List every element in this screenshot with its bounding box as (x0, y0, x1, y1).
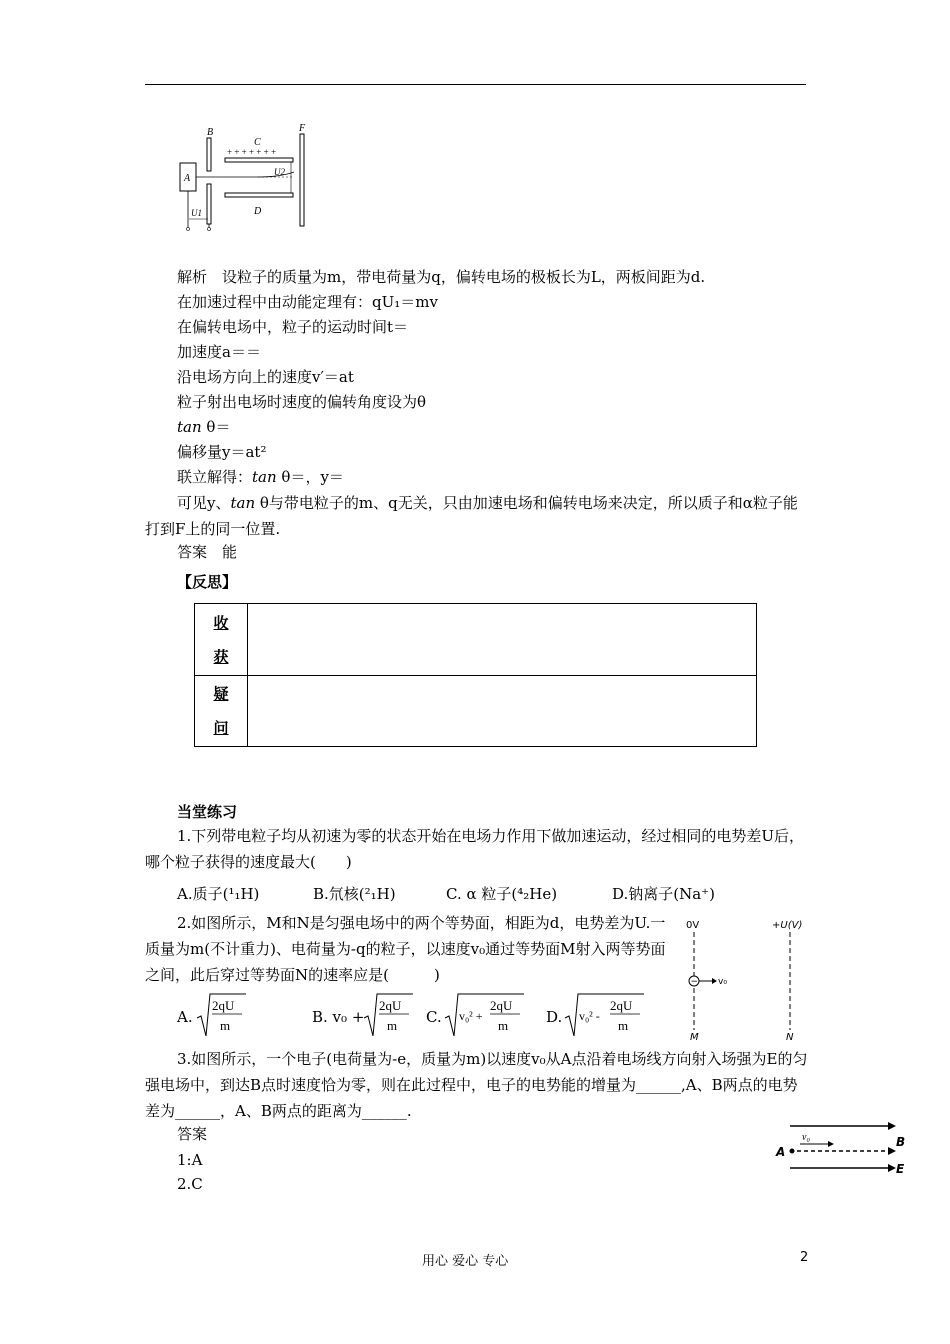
analysis-line-7-rest: θ＝ (201, 418, 231, 436)
uniform-field-figure (770, 1118, 910, 1178)
frac-den: m (387, 1018, 398, 1033)
label-e: E (896, 1162, 905, 1176)
label-v0: v₀ (718, 977, 727, 987)
page-number: 2 (800, 1250, 809, 1265)
q1-option-c: C. α 粒子(⁴₂He) (446, 885, 558, 903)
reflection-question-cell[interactable] (248, 676, 757, 747)
plate-d (225, 193, 293, 197)
q2-option-a-label: A. (177, 1008, 193, 1026)
question-3: 3.如图所示，一个电子(电荷量为-e，质量为m)以速度v₀从A点沿着电场线方向射入场强为E的匀强电场中，到达B点时速度恰为零，则在此过程中，电子的电势能的增量为______,A、B两点的电势差为______，A、B两点的距离为______. (145, 1050, 808, 1120)
v0-squared: v₀² + (459, 1009, 483, 1023)
reflection-char: 收 (213, 613, 229, 632)
analysis-conclusion (145, 490, 810, 542)
practice-answer-2: 2.C (177, 1175, 203, 1193)
label-v0: v₀ (802, 1132, 810, 1143)
q2-option-b-sqrt (363, 992, 413, 1038)
tan-symbol: tan (230, 494, 256, 512)
reflection-gain-cell[interactable] (248, 604, 757, 676)
frac-num: 2qU (379, 998, 402, 1013)
q2-option-d-sqrt (564, 992, 644, 1038)
practice-answer-1: 1:A (177, 1151, 203, 1169)
label-uv: +U(V) (772, 920, 803, 931)
analysis-line-10-rest: θ与带电粒子的m、q无关，只由加速电场和偏转电场来决定，所以质子和α粒子能打到F上的同一位置. (145, 494, 798, 538)
label-a: A (184, 173, 191, 184)
analysis-answer: 答案 能 (177, 543, 238, 561)
label-b: B (896, 1135, 906, 1149)
q1-option-b: B.氘核(²₁H) (313, 885, 396, 903)
q1-option-d: D.钠离子(Na⁺) (612, 885, 715, 903)
v0-squared: v₀² - (579, 1009, 600, 1023)
point-a (790, 1149, 795, 1154)
q2-option-b-label: B. v₀ + (312, 1008, 365, 1026)
reflection-char: 获 (213, 647, 229, 666)
practice-answer-heading: 答案 (177, 1125, 208, 1143)
frac-den: m (498, 1018, 509, 1033)
analysis-line-5: 沿电场方向上的速度v′＝at (177, 368, 354, 386)
question-2: 2.如图所示，M和N是匀强电场中的两个等势面，相距为d，电势差为U.一质量为m(不计重力)、电荷量为-q的粒子，以速度v₀通过等势面M射入两等势面之间，此后穿过等势面N的速率应是( ) (145, 914, 666, 984)
analysis-line-10-pre: 可见y、 (177, 494, 231, 512)
analysis-line-9-rest: θ＝，y＝ (276, 468, 344, 486)
analysis-line-6: 粒子射出电场时速度的偏转角度设为θ (177, 393, 427, 411)
label-b: B (207, 127, 214, 138)
tan-symbol: tan (252, 468, 277, 486)
reflection-label-gain (195, 604, 248, 676)
label-m: M (690, 1032, 699, 1042)
label-u2: U2 (274, 167, 285, 177)
reflection-label-question (195, 676, 248, 747)
label-d: D (254, 206, 262, 217)
q2-option-c-label: C. (426, 1008, 442, 1026)
practice-heading: 当堂练习 (177, 803, 238, 821)
q2-option-d-label: D. (546, 1008, 563, 1026)
minus-sign: − (690, 977, 699, 987)
header-rule (145, 84, 806, 85)
plate-c (225, 158, 293, 162)
label-a: A (776, 1145, 786, 1159)
plus-signs: + + + + + + + (227, 147, 277, 157)
reflection-char: 疑 (213, 685, 229, 703)
plate-b-top (207, 138, 211, 171)
analysis-line-4: 加速度a＝＝ (177, 343, 261, 361)
label-0v: 0V (686, 920, 700, 931)
analysis-line-9-pre: 联立解得： (177, 468, 253, 486)
analysis-line-2: 在加速过程中由动能定理有：qU₁＝mv (177, 293, 438, 311)
frac-den: m (618, 1018, 629, 1033)
label-f: F (299, 123, 306, 134)
footer-slogan: 用心 爱心 专心 (422, 1254, 509, 1269)
analysis-line-7 (177, 417, 230, 437)
question-1: 1.下列带电粒子均从初速为零的状态开始在电场力作用下做加速运动，经过相同的电势差U后，哪个粒子获得的速度最大( ) (145, 827, 804, 871)
q1-option-a: A.质子(¹₁H) (177, 885, 260, 903)
equipotential-figure (682, 912, 812, 1042)
reflection-heading: 【反思】 (177, 573, 238, 591)
deflection-apparatus-figure (170, 118, 320, 233)
screen-f (300, 134, 304, 226)
analysis-line-9 (177, 467, 344, 487)
analysis-line-1: 解析 设粒子的质量为m，带电荷量为q，偏转电场的极板长为L，两板间距为d. (177, 268, 706, 286)
frac-num: 2qU (610, 998, 633, 1013)
label-c: C (254, 137, 261, 148)
q2-option-c-sqrt (444, 992, 524, 1038)
frac-num: 2qU (490, 998, 513, 1013)
reflection-table (194, 603, 757, 747)
tan-symbol: tan (177, 418, 202, 436)
plate-b-bottom (207, 184, 211, 224)
frac-num: 2qU (212, 998, 235, 1013)
frac-den: m (220, 1018, 231, 1033)
label-n: N (786, 1032, 794, 1042)
analysis-line-3: 在偏转电场中，粒子的运动时间t＝ (177, 318, 409, 336)
label-u1: U1 (191, 208, 202, 218)
q2-option-a-sqrt (196, 992, 246, 1038)
analysis-line-8: 偏移量y＝at² (177, 443, 267, 461)
reflection-char: 问 (213, 719, 229, 737)
